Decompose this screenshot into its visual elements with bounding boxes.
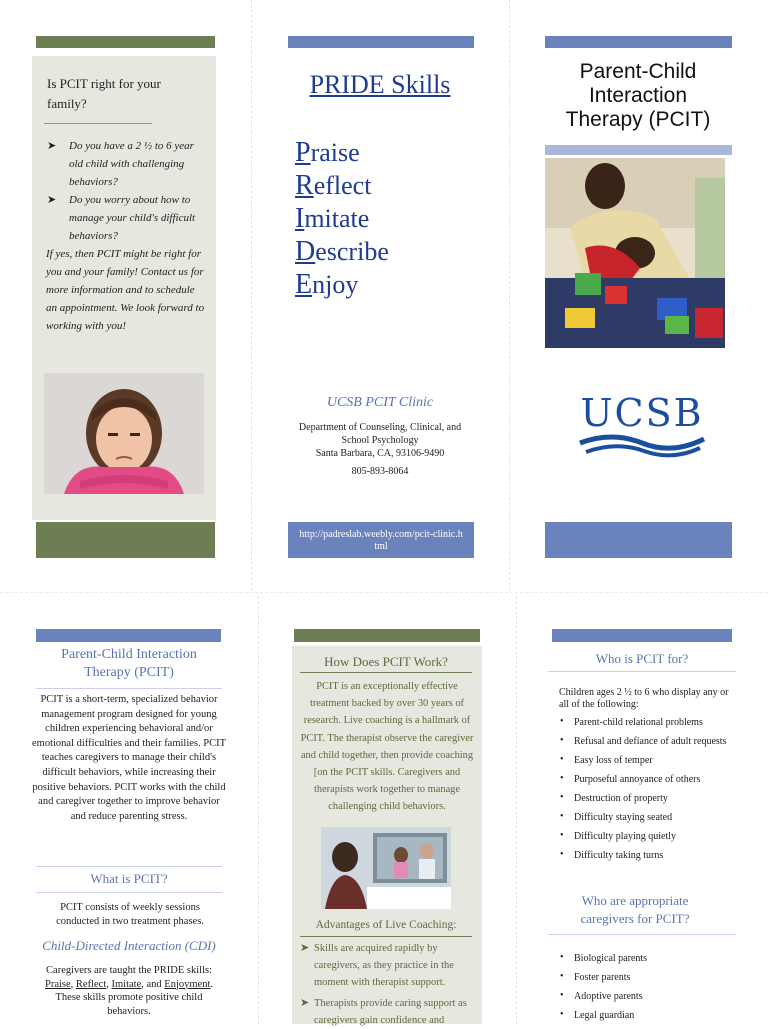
angry-child-photo [44, 373, 204, 494]
website-link[interactable] [288, 522, 474, 558]
therapist-headset-icon [321, 827, 451, 909]
list-item: • Purposeful annoyance of others [560, 774, 734, 786]
ucsb-logo [572, 393, 712, 463]
top-bar [552, 629, 732, 642]
ucsb-wave-icon [572, 433, 712, 459]
father-child-photo [545, 158, 725, 348]
clinic-name: UCSB PCIT Clinic [326, 395, 434, 410]
section-heading: Parent-Child Interaction Therapy (PCIT) [61, 647, 197, 680]
who-intro: Children ages 2 ½ to 6 who display any or all of the following: [559, 687, 729, 710]
list-item: • Legal guardian [560, 1010, 734, 1022]
website-url[interactable]: http://padreslab.weebly.com/pcit-clinic.html [299, 529, 463, 552]
what-text: PCIT consists of weekly sessions conducted in two treatment phases. [56, 902, 204, 927]
fold-line [258, 596, 260, 1024]
pride-title: PRIDE Skills [309, 70, 451, 99]
what-heading: What is PCIT? [90, 871, 168, 886]
fold-line [516, 596, 518, 1024]
pride-skill-enjoy: Enjoy [295, 269, 359, 300]
fold-line [509, 0, 511, 590]
question-heading: Is PCIT right for your family? [47, 76, 161, 111]
angry-child-icon [44, 373, 204, 494]
caregivers-heading: Who are appropriate caregivers for PCIT? [580, 893, 690, 926]
divider [300, 672, 472, 673]
divider [36, 892, 222, 893]
top-bar [36, 36, 215, 48]
separator-line: ___________________________ [44, 116, 152, 125]
divider [36, 688, 222, 689]
bottom-bar [545, 522, 732, 558]
top-bar [36, 629, 221, 642]
dept-line-1: Department of Counseling, Clinical, and [298, 422, 462, 433]
bottom-bar [36, 522, 215, 558]
phone: 805-893-8064 [351, 466, 409, 477]
pride-skill-praise: Praise [295, 137, 360, 168]
fold-line [251, 0, 253, 590]
divider [300, 936, 472, 937]
top-bar [288, 36, 474, 48]
divider [548, 934, 736, 935]
address: Santa Barbara, CA, 93106-9490 [315, 448, 445, 459]
pride-skill-list [295, 136, 465, 301]
closing-text: If yes, then PCIT might be right for you and your family! Contact us for more information and to schedule an appointment. We look forward to working with you! [46, 248, 205, 332]
who-list [560, 717, 734, 869]
dept-line-2: School Psychology [341, 435, 419, 446]
cdi-text: Caregivers are taught the PRIDE skills: Praise, Reflect, Imitate, and Enjoyment. These skills promote positive child behaviors. [45, 965, 213, 1017]
list-item: • Destruction of property [560, 793, 734, 805]
list-item: • Biological parents [560, 953, 734, 965]
question-list [47, 137, 205, 245]
list-item: ➤ Do you have a 2 ½ to 6 year old child with challenging behaviors? [47, 137, 205, 191]
cover-title: Parent-Child Interaction Therapy (PCIT) [565, 60, 711, 131]
top-bar [545, 36, 732, 48]
pride-skill-imitate: Imitate [295, 203, 370, 234]
list-item: ➤ Do you worry about how to manage your child's difficult behaviors? [47, 191, 205, 245]
ucsb-logo-text: UCSB [580, 391, 704, 435]
list-item: • Difficulty playing quietly [560, 831, 734, 843]
list-item: ➤ Skills are acquired rapidly by caregivers, as they practice in the moment with therapist support. [300, 940, 474, 991]
list-item: • Difficulty staying seated [560, 812, 734, 824]
list-item: ➤ Therapists provide caring support as caregivers gain confidence and [300, 995, 474, 1029]
therapist-headset-photo [321, 827, 451, 909]
page-divider [0, 592, 768, 594]
advantages-list [300, 940, 474, 1029]
father-child-icon [545, 158, 725, 348]
pride-skill-reflect: Reflect [295, 170, 372, 201]
how-it-works-text: PCIT is an exceptionally effective treatment backed by over 30 years of research. Live coaching is a hallmark of PCIT. The therapist observe the caregiver and child together, then provide coaching [on the PCIT skills. Caregivers and therapists work together to manage challenging child behaviors. [300, 681, 474, 813]
cdi-heading: Child-Directed Interaction (CDI) [42, 938, 216, 953]
section-heading: Who is PCIT for? [595, 651, 689, 666]
section-heading: How Does PCIT Work? [324, 654, 448, 669]
list-item: • Easy loss of temper [560, 755, 734, 767]
intro-paragraph: PCIT is a short-term, specialized behavior management program designed for young children experiencing behavioral and/or emotional difficulties and their families. PCIT teaches caregivers to manage their child's difficult behaviors, while increasing their positive behaviors. PCIT works with the child and caregiver together to improve behavior and reduce parenting stress. [32, 694, 227, 822]
caregivers-list [560, 953, 734, 1029]
list-item: • Foster parents [560, 972, 734, 984]
list-item: • Difficulty taking turns [560, 850, 734, 862]
list-item: • Adoptive parents [560, 991, 734, 1003]
list-item: • Refusal and defiance of adult requests [560, 736, 734, 748]
top-bar [294, 629, 480, 642]
list-item: • Parent-child relational problems [560, 717, 734, 729]
pride-skill-describe: Describe [295, 236, 389, 267]
divider [36, 866, 222, 867]
divider [548, 671, 736, 672]
cover-divider-bar [545, 145, 732, 155]
advantages-heading: Advantages of Live Coaching: [315, 919, 457, 931]
